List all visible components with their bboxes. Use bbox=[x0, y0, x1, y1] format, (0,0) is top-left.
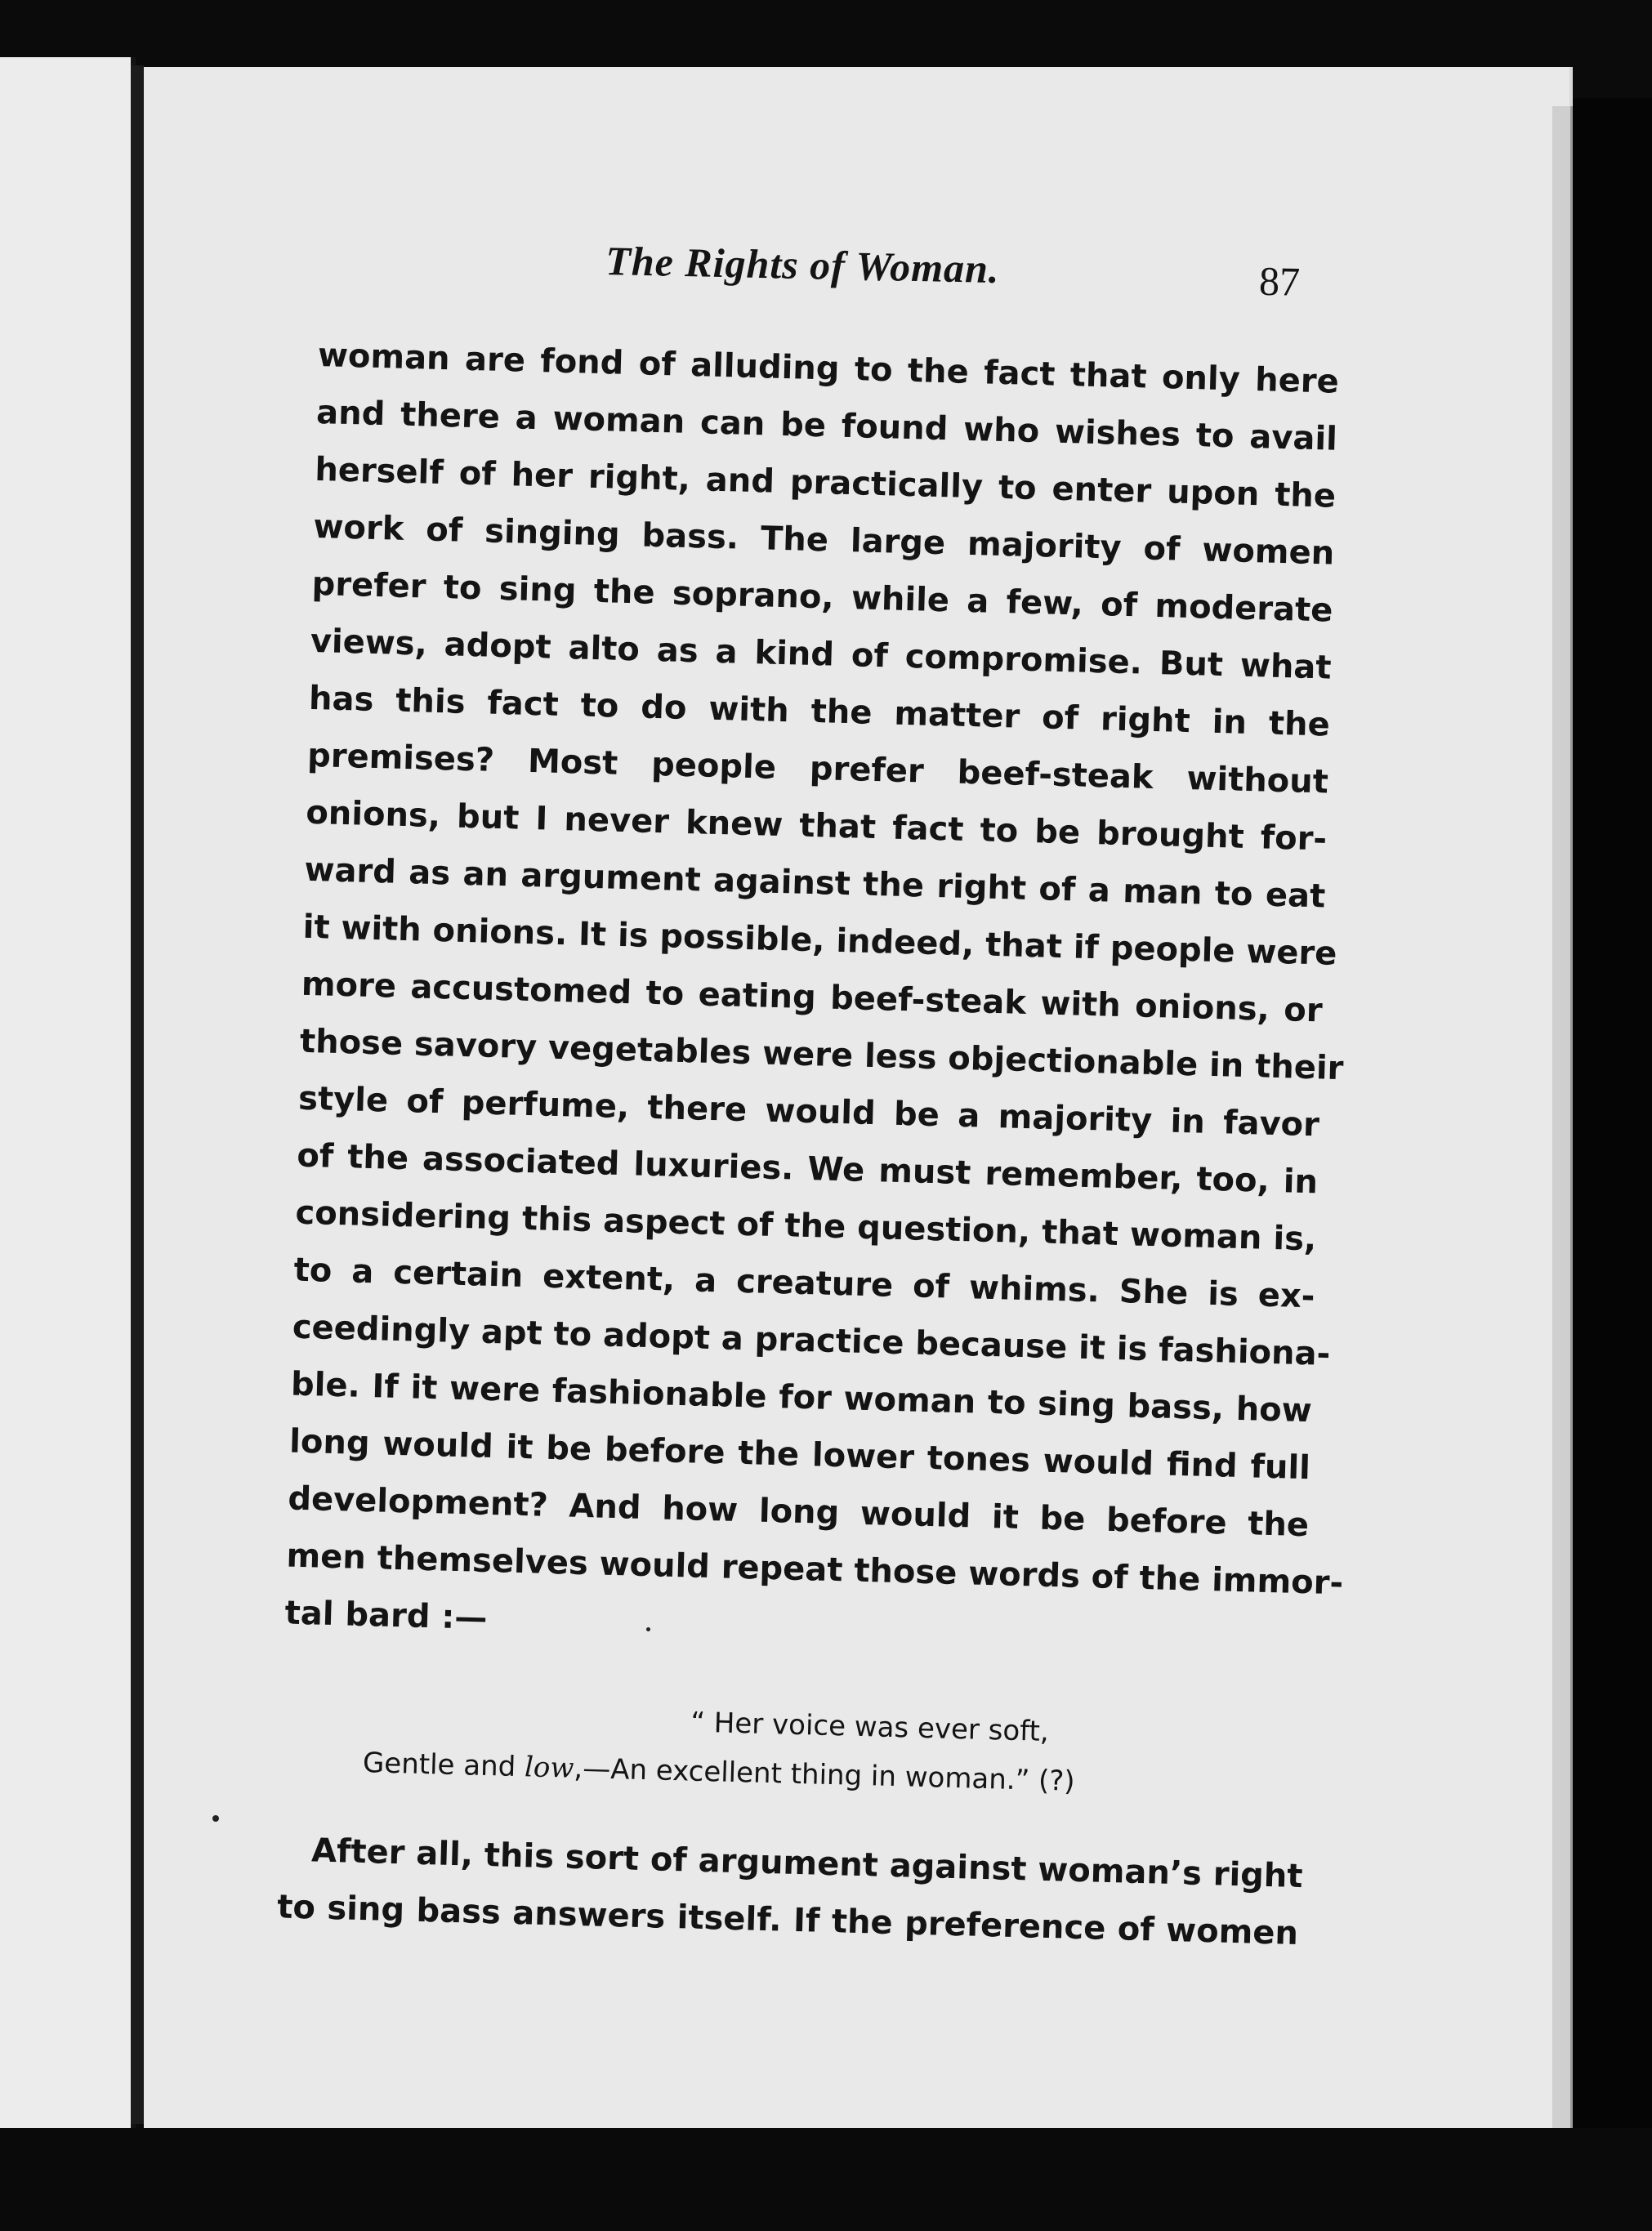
paper-speck bbox=[212, 1815, 219, 1822]
paragraph-1 bbox=[284, 327, 1344, 1668]
text-line: men themselves would repeat those words of the immor- bbox=[286, 1537, 1344, 1603]
quote-emphasis: low bbox=[524, 1751, 574, 1785]
text-line: and there a woman can be found who wishes to avail bbox=[315, 393, 1338, 458]
text-line: onions, but I never knew that fact to be brought for- bbox=[305, 793, 1328, 859]
text-line: it with onions. It is possible, indeed, that if people were bbox=[302, 908, 1337, 973]
text-line: work of singing bass. The large majority of women bbox=[312, 507, 1335, 573]
text-line: ble. If it were fashionable for woman to sing bass, how bbox=[290, 1365, 1313, 1430]
previous-page-edge bbox=[0, 57, 136, 2153]
text-line: those savory vegetables were less objectionable in their bbox=[299, 1022, 1344, 1088]
page-number: 87 bbox=[1258, 257, 1301, 305]
text-line: development? And how long would it be before the bbox=[287, 1479, 1310, 1545]
text-line: to sing bass answers itself. If the preference of women bbox=[276, 1888, 1299, 1953]
text-line: prefer to sing the soprano, while a few, of moderate bbox=[311, 564, 1333, 630]
scan-border bbox=[0, 2128, 1652, 2231]
text-line: herself of her right, and practically to enter upon the bbox=[314, 450, 1337, 515]
text-line: After all, this sort of argument against woman’s right bbox=[310, 1832, 1304, 1896]
running-title: The Rights of Woman. bbox=[605, 237, 1001, 292]
quote-text: Gentle and bbox=[362, 1747, 525, 1784]
body-text bbox=[276, 327, 1344, 1962]
text-line: of the associated luxuries. We must remember, too, in bbox=[296, 1136, 1319, 1202]
text-line: long would it be before the lower tones would find full bbox=[288, 1422, 1311, 1488]
verse-quotation bbox=[280, 1687, 1304, 1812]
text-line: considering this aspect of the question, that woman is, bbox=[294, 1194, 1317, 1259]
text-line: ward as an argument against the right of a man to eat bbox=[303, 850, 1326, 916]
page-shadow bbox=[1569, 98, 1652, 2157]
text-line: views, adopt alto as a kind of compromise. But what bbox=[310, 622, 1333, 687]
text-line: has this fact to do with the matter of right in the bbox=[308, 679, 1331, 744]
text-line: to a certain extent, a creature of whims. She is ex- bbox=[293, 1251, 1315, 1316]
quote-text: ,—An excellent thing in woman.” (?) bbox=[573, 1751, 1076, 1798]
text-line: more accustomed to eating beef-steak with onions, or bbox=[301, 965, 1324, 1030]
text-line: tal bard :— bbox=[284, 1594, 488, 1637]
text-line: ceedingly apt to adopt a practice because it is fashiona- bbox=[292, 1308, 1331, 1373]
page-gutter bbox=[131, 65, 144, 2124]
text-line: woman are fond of alluding to the fact that only here bbox=[317, 336, 1340, 401]
text-line: premises? Most people prefer beef-steak without bbox=[306, 736, 1329, 801]
quote-line: “ Her voice was ever soft, bbox=[690, 1706, 1050, 1748]
page-edge bbox=[1552, 106, 1573, 2132]
text-line: style of perfume, there would be a majority in favor bbox=[297, 1079, 1320, 1145]
